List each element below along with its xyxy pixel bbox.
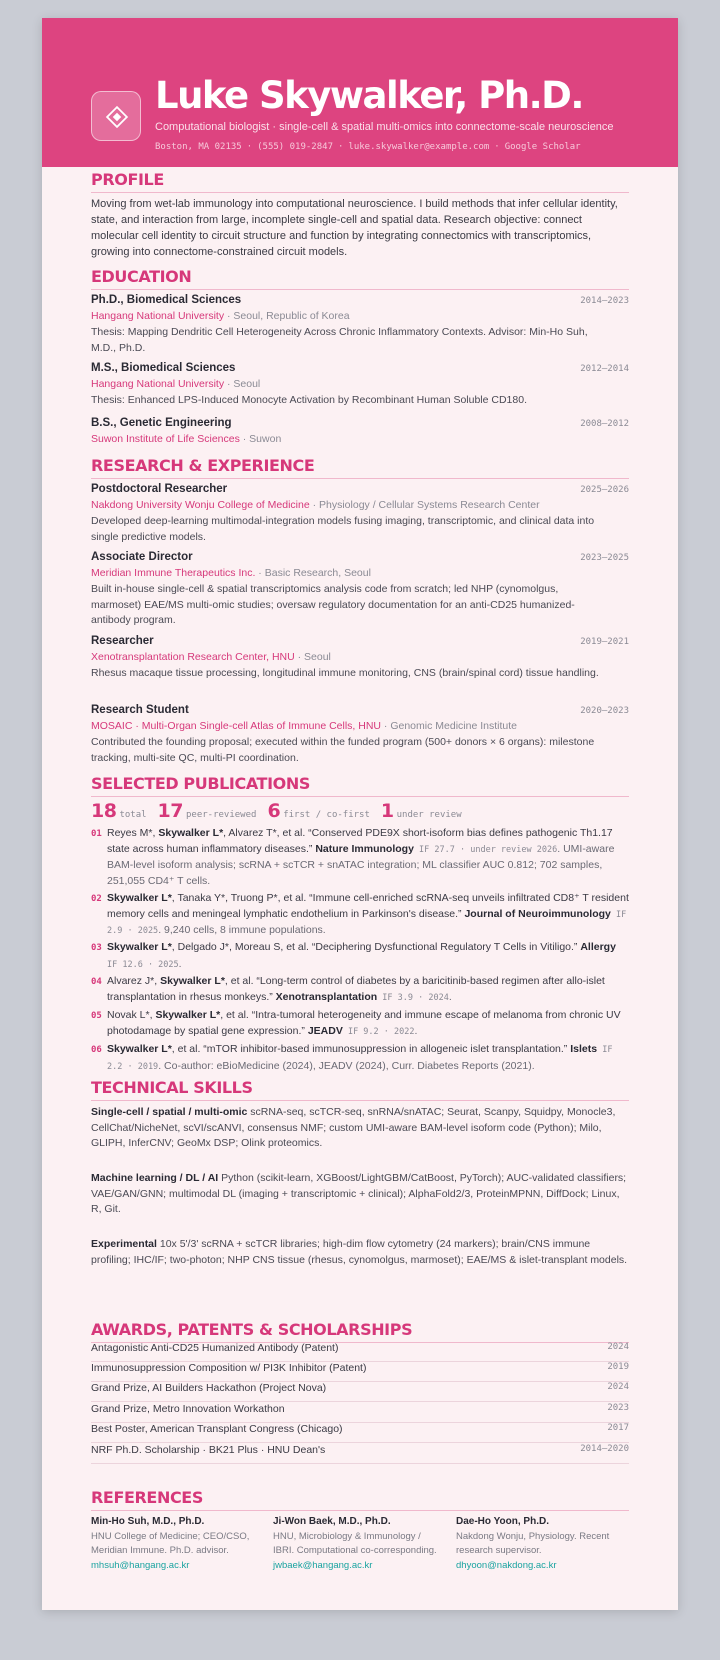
edu-institution: Suwon Institute of Life Sciences · Suwon: [91, 433, 282, 445]
edu-thesis: Thesis: Mapping Dendritic Cell Heterogeneity Across Chronic Inflammatory Contexts. Advisor: Min-Ho Suh, M.D., Ph.D.: [91, 326, 588, 354]
exp-date: 2025–2026: [580, 485, 629, 495]
diamond-icon: [105, 105, 129, 129]
edu-degree: M.S., Biomedical Sciences: [91, 362, 236, 374]
publication-item: 01 Reyes M*, Skywalker L*, Alvarez T*, et al. “Conserved PDE9X short-isoform bias defines pathogenic Th1.17 state across human inflammatory diseases.” Nature Immunology IF 27.7 · under review 2026. UMI-aware BAM-level isoform analysis; scRNA + scTCR + snATAC integration; ML classifier AUC 0.812; 702 samples, 251,055 CD4⁺ T cells.: [91, 827, 615, 887]
exp-date: 2020–2023: [580, 706, 629, 716]
stat-total-label: total: [119, 810, 147, 820]
resume-page: [42, 18, 678, 1610]
reference-name: Dae-Ho Yoon, Ph.D.: [456, 1516, 549, 1527]
section-title-profile: PROFILE: [91, 170, 629, 193]
edu-institution: Hangang National University · Seoul, Republic of Korea: [91, 310, 350, 322]
reference-affiliation: Nakdong Wonju, Physiology. Recent research supervisor.: [456, 1530, 610, 1556]
contact-line: Boston, MA 02135 · (555) 019-2847 · luke.skywalker@example.com · Google Scholar: [155, 142, 581, 152]
exp-description: Rhesus macaque tissue processing, longitudinal immune monitoring, CNS (brain/spinal cord) tissue handling.: [91, 667, 599, 679]
edu-date: 2014–2023: [580, 296, 629, 306]
exp-organization: Nakdong University Wonju College of Medicine · Physiology / Cellular Systems Research Center: [91, 499, 540, 511]
award-row: NRF Ph.D. Scholarship · BK21 Plus · HNU Dean's 2014–2020: [91, 1444, 629, 1464]
section-title-education: EDUCATION: [91, 267, 629, 290]
edu-date: 2012–2014: [580, 364, 629, 374]
reference-affiliation: HNU College of Medicine; CEO/CSO, Meridian Immune. Ph.D. advisor.: [91, 1530, 250, 1556]
reference-email[interactable]: dhyoon@nakdong.ac.kr: [456, 1559, 557, 1571]
reference-card: [273, 1515, 443, 1573]
reference-card: [456, 1515, 626, 1573]
skill-group: Experimental 10x 5'/3' scRNA + scTCR libraries; high-dim flow cytometry (24 markers); brain/CNS immune profiling; IHC/IF; two-photon; NHP CNS tissue (rhesus, cynomolgus, marmoset); EAE/MS & islet-transplant models.: [91, 1238, 628, 1266]
skill-group: Single-cell / spatial / multi-omic scRNA-seq, scTCR-seq, snRNA/snATAC; Seurat, Scanpy, Squidpy, Monocle3, CellChat/NicheNet, scVI/scANVI, consensus NMF; custom UMI-aware BAM-level isoform code (Python); Milo, GLIPH, InferCNV; GeoMx DSP; Olink proteomics.: [91, 1106, 616, 1149]
candidate-tagline: Computational biologist · single-cell & spatial multi-omics into connectome-scale neuroscience: [155, 121, 614, 133]
contact-address: Boston, MA 02135: [155, 142, 242, 152]
reference-name: Min-Ho Suh, M.D., Ph.D.: [91, 1516, 205, 1527]
section-title-awards: AWARDS, PATENTS & SCHOLARSHIPS: [91, 1320, 629, 1343]
section-title-skills: TECHNICAL SKILLS: [91, 1078, 629, 1101]
award-row: Best Poster, American Transplant Congress (Chicago) 2017: [91, 1423, 629, 1443]
stat-peer-count: 17: [157, 800, 183, 822]
exp-description: Developed deep-learning multimodal-integration models fusing imaging, transcriptomic, and clinical data into single predictive models.: [91, 515, 595, 543]
stat-total-count: 18: [91, 800, 117, 822]
header-banner: [42, 18, 678, 167]
publication-item: 06 Skywalker L*, et al. “mTOR inhibitor-based immunosuppression in allogeneic islet transplantation.” Islets IF 2.2 · 2019. Co-author: eBioMedicine (2024), JEADV (2024), Curr. Diabetes Reports (2021).: [91, 1043, 613, 1072]
section-title-references: REFERENCES: [91, 1488, 629, 1511]
exp-role: Research Student: [91, 704, 189, 716]
contact-scholar-link[interactable]: Google Scholar: [504, 142, 581, 152]
contact-email[interactable]: luke.skywalker@example.com: [348, 142, 490, 152]
publication-item: 03 Skywalker L*, Delgado J*, Moreau S, et al. “Deciphering Dysfunctional Regulatory T Cells in Vitiligo.” Allergy IF 12.6 · 2025.: [91, 941, 616, 970]
exp-date: 2023–2025: [580, 553, 629, 563]
stat-review-count: 1: [380, 800, 394, 822]
stat-review-label: under review: [396, 810, 462, 820]
publication-item: 04 Alvarez J*, Skywalker L*, et al. “Long-term control of diabetes by a baricitinib-based regimen after allo-islet transplantation in rhesus monkeys.” Xenotransplantation IF 3.9 · 2024.: [91, 975, 605, 1003]
reference-affiliation: HNU, Microbiology & Immunology / IBRI. Computational co-corresponding.: [273, 1530, 437, 1556]
logo: [91, 91, 141, 141]
exp-organization: Meridian Immune Therapeutics Inc. · Basic Research, Seoul: [91, 567, 371, 579]
exp-date: 2019–2021: [580, 637, 629, 647]
edu-degree: B.S., Genetic Engineering: [91, 417, 232, 429]
publication-item: 02 Skywalker L*, Tanaka Y*, Truong P*, et al. “Immune cell-enriched scRNA-seq unveils infiltrated CD8⁺ T resident memory cells and meningeal lymphatic endothelium in Parkinson's disease.” Journal of Neuroimmunology IF 2.9 · 2025. 9,240 cells, 8 immune populations.: [91, 892, 629, 936]
edu-thesis: Thesis: Enhanced LPS-Induced Monocyte Activation by Recombinant Human Soluble CD180.: [91, 394, 527, 406]
exp-organization: Xenotransplantation Research Center, HNU · Seoul: [91, 651, 331, 663]
reference-card: [91, 1515, 261, 1573]
section-title-publications: SELECTED PUBLICATIONS: [91, 774, 629, 797]
exp-description: Contributed the founding proposal; executed within the funded program (500+ donors × 6 organs): milestone tracking, multi-site QC, multi-PI coordination.: [91, 736, 595, 764]
stat-peer-label: peer-reviewed: [186, 810, 257, 820]
edu-institution: Hangang National University · Seoul: [91, 378, 261, 390]
exp-role: Postdoctoral Researcher: [91, 483, 228, 495]
edu-degree: Ph.D., Biomedical Sciences: [91, 294, 242, 306]
award-row: Antagonistic Anti-CD25 Humanized Antibody (Patent) 2024: [91, 1342, 629, 1362]
edu-date: 2008–2012: [580, 419, 629, 429]
reference-email[interactable]: jwbaek@hangang.ac.kr: [273, 1559, 373, 1571]
exp-organization: MOSAIC · Multi-Organ Single-cell Atlas of Immune Cells, HNU · Genomic Medicine Institute: [91, 720, 517, 732]
reference-name: Ji-Won Baek, M.D., Ph.D.: [273, 1516, 391, 1527]
exp-role: Researcher: [91, 635, 154, 647]
profile-text: Moving from wet-lab immunology into computational neuroscience. I build methods that infer cellular identity, state, and interaction from large, incomplete single-cell and spatial data. Research objective: connect molecular cell identity to circuit structure and function by integrating connectomics with transcriptomics, growing into connectome-constrained circuit models.: [91, 198, 618, 258]
stat-first-count: 6: [267, 800, 281, 822]
award-row: Immunosuppression Composition w/ PI3K Inhibitor (Patent) 2019: [91, 1362, 629, 1382]
exp-role: Associate Director: [91, 551, 193, 563]
award-row: Grand Prize, AI Builders Hackathon (Project Nova) 2024: [91, 1382, 629, 1402]
publication-item: 05 Novak L*, Skywalker L*, et al. “Intra-tumoral heterogeneity and immune escape of melanoma from chronic UV photodamage by spatial gene expression.” JEADV IF 9.2 · 2022.: [91, 1009, 621, 1037]
skill-group: Machine learning / DL / AI Python (scikit-learn, XGBoost/LightGBM/CatBoost, PyTorch); AUC-validated classifiers; VAE/GAN/GNN; multimodal DL (imaging + transcriptomic + clinical); AlphaFold2/3, ProteinMPNN, DiffDock; Linux, R, Git.: [91, 1172, 627, 1215]
contact-phone: (555) 019-2847: [257, 142, 333, 152]
stat-first-label: first / co-first: [283, 810, 370, 820]
candidate-name: Luke Skywalker, Ph.D.: [155, 74, 583, 117]
exp-description: Built in-house single-cell & spatial transcriptomics analysis code from scratch; led NHP (cynomolgus, marmoset) EAE/MS multi-omic studies; oversaw regulatory documentation for an anti-CD25 humanized-antibody program.: [91, 583, 575, 626]
award-row: Grand Prize, Metro Innovation Workathon 2023: [91, 1403, 629, 1423]
reference-email[interactable]: mhsuh@hangang.ac.kr: [91, 1559, 190, 1571]
publication-stats: [91, 800, 473, 822]
section-title-experience: RESEARCH & EXPERIENCE: [91, 456, 629, 479]
